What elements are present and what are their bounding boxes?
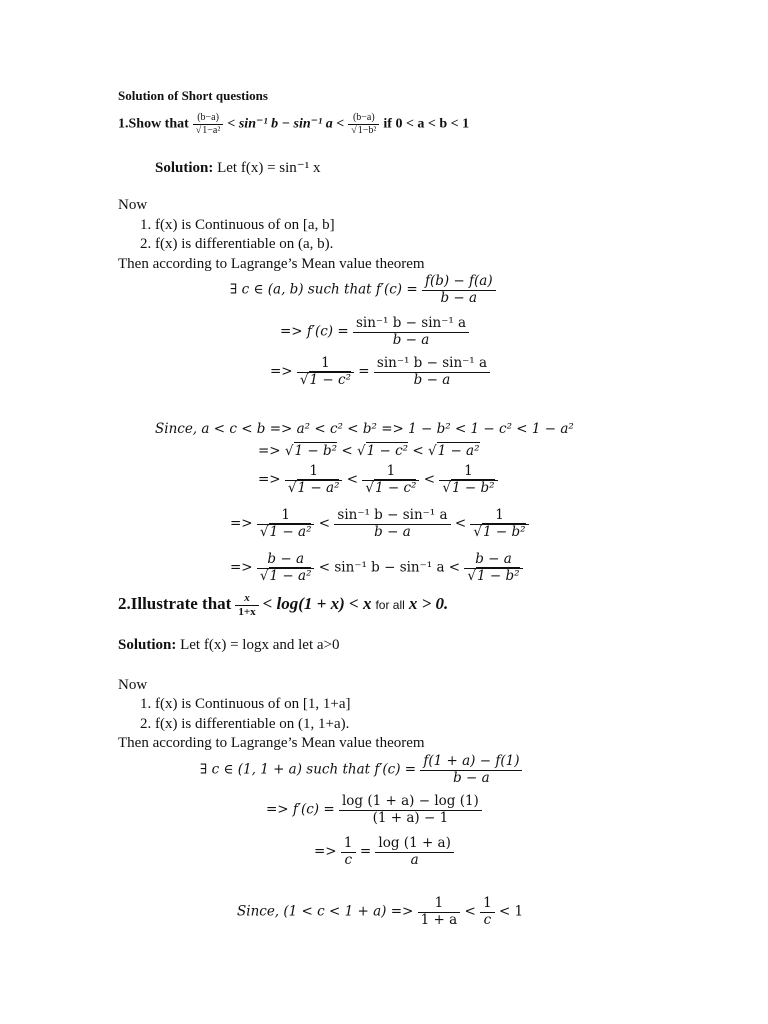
q1-eq-3: => $\frac{1}{\text{√1 − c²}}$ = $\frac{\text{sin⁻¹ b − sin⁻¹ a}}{b - a}$ bbox=[270, 356, 490, 388]
q2-item-2: 2. f(x) is differentiable on (1, 1+a). bbox=[140, 716, 350, 732]
q2-condition: x > 0. bbox=[408, 593, 449, 613]
q1-step-3: => $\frac{1}{\text{√1 − a²}}$ < $\frac{\text{sin⁻¹ b − sin⁻¹ a}}{b - a}$ < $\frac{1}{\text{√1 − b²}}$ bbox=[230, 508, 529, 540]
q1-condition: if 0 < a < b < 1 bbox=[383, 116, 470, 132]
q2-middle: < log(1 + x) < x bbox=[262, 593, 372, 613]
q1-fraction-left: $\frac{(b-a)}{\text{√1−a²}}$ bbox=[193, 112, 224, 136]
q1-label: 1.Show that bbox=[118, 116, 189, 132]
q2-now: Now bbox=[118, 677, 148, 693]
q1-step-1: => √1 − b² < √1 − c² < √1 − a² bbox=[258, 443, 480, 459]
question-1 bbox=[118, 112, 469, 136]
q1-eq-2: => f′(c) = $\frac{\text{sin⁻¹ b − sin⁻¹ a}}{b - a}$ bbox=[280, 316, 469, 348]
q1-middle: < sin⁻¹ b − sin⁻¹ a < bbox=[227, 116, 345, 132]
q1-item-2: 2. f(x) is differentiable on (a, b). bbox=[140, 236, 334, 252]
q2-eq-3: => $\frac{1}{c}$ = $\frac{\log (1 + a)}{a}$ bbox=[314, 836, 454, 868]
q1-step-4: => $\frac{b - a}{\text{√1 − a²}}$ < sin⁻¹ b − sin⁻¹ a < $\frac{b - a}{\text{√1 − b²}}$ bbox=[230, 552, 523, 584]
question-2 bbox=[118, 592, 448, 618]
q1-since: Since, a < c < b => a² < c² < b² => 1 − b² < 1 − c² < 1 − a² bbox=[155, 421, 574, 437]
q2-forall: for all bbox=[375, 597, 405, 612]
q2-eq-2: => f′(c) = $\frac{\log (1 + a) - \log (1)}{(1 + a) - 1}$ bbox=[266, 794, 482, 826]
q1-step-2: => $\frac{1}{\text{√1 − a²}}$ < $\frac{1}{\text{√1 − c²}}$ < $\frac{1}{\text{√1 − b²}}$ bbox=[258, 464, 498, 496]
q1-solution: Solution: Let f(x) = sin⁻¹ x bbox=[155, 160, 321, 176]
q2-item-1: 1. f(x) is Continuous of on [1, 1+a] bbox=[140, 696, 351, 712]
q2-then: Then according to Lagrange’s Mean value theorem bbox=[118, 735, 425, 751]
page-title: Solution of Short questions bbox=[118, 88, 268, 103]
q1-now: Now bbox=[118, 197, 148, 213]
q1-then: Then according to Lagrange’s Mean value theorem bbox=[118, 256, 425, 272]
q2-fraction: $\frac{x}{1+x}$ bbox=[235, 592, 258, 618]
q1-eq-1: ∃ c ∈ (a, b) such that f′(c) = $\frac{f(b) - f(a)}{b - a}$ bbox=[230, 274, 496, 306]
q2-solution: Solution: Let f(x) = logx and let a>0 bbox=[118, 637, 340, 653]
q1-fraction-right: $\frac{(b-a)}{\text{√1−b²}}$ bbox=[348, 112, 379, 136]
q2-label: 2.Illustrate that bbox=[118, 593, 232, 613]
q2-since: Since, (1 < c < 1 + a) => $\frac{1}{1 + a}$ < $\frac{1}{c}$ < 1 bbox=[237, 895, 524, 928]
q2-eq-1: ∃ c ∈ (1, 1 + a) such that f′(c) = $\frac{f(1 + a) - f(1)}{b - a}$ bbox=[200, 754, 522, 786]
q1-item-1: 1. f(x) is Continuous of on [a, b] bbox=[140, 217, 335, 233]
